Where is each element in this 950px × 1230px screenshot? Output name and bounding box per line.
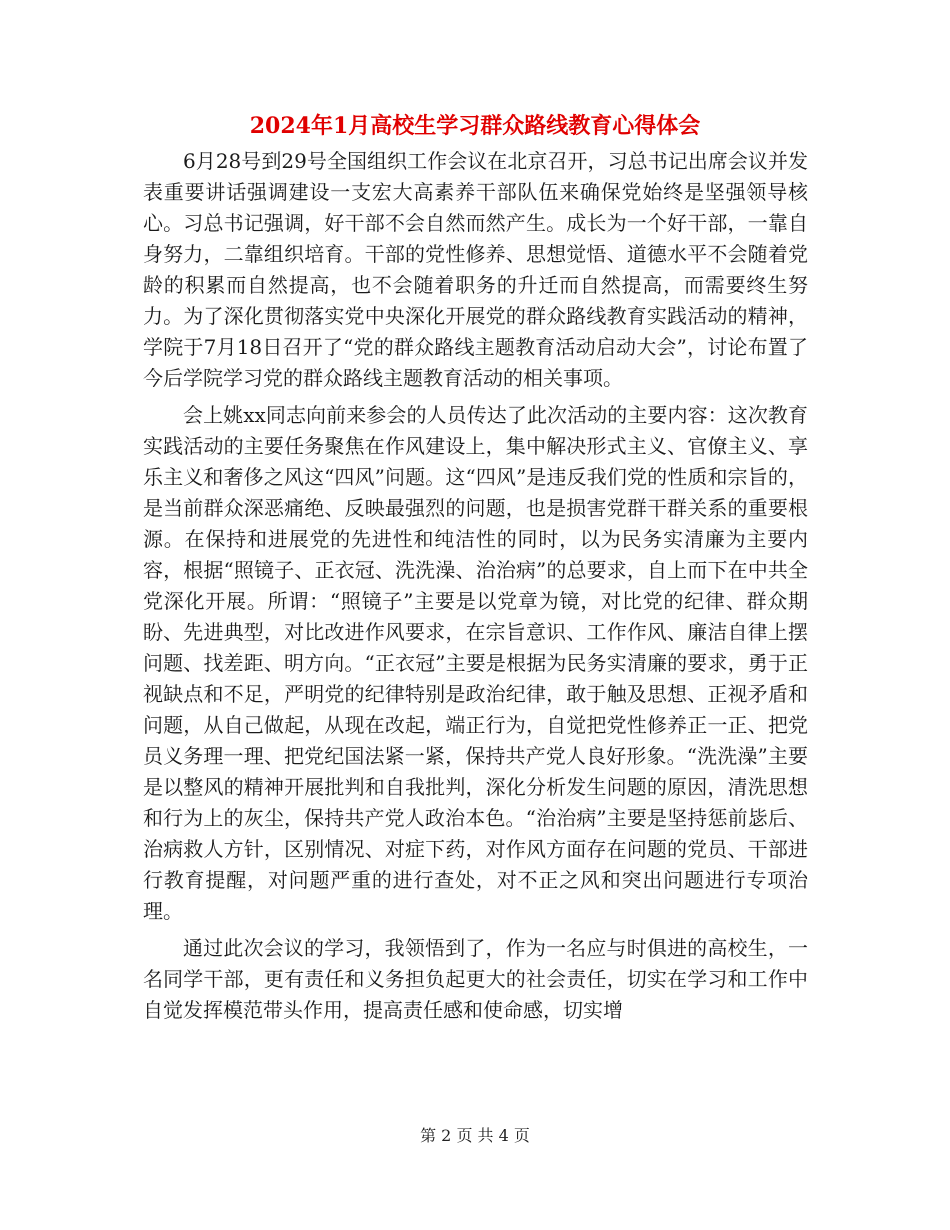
document-title: 2024年1月高校生学习群众路线教育心得体会 xyxy=(249,113,701,139)
paragraph-3: 通过此次会议的学习，我领悟到了，作为一名应与时俱进的高校生，一名同学干部，更有责任和义务担负起更大的社会责任，切实在学习和工作中自觉发挥模范带头作用，提高责任感和使命感，切实增 xyxy=(143,936,808,1022)
paragraph-2: 会上姚xx同志向前来参会的人员传达了此次活动的主要内容：这次教育实践活动的主要任务聚焦在作风建设上，集中解决形式主义、官僚主义、享乐主义和奢侈之风这“四风”问题。这“四风”是违反我们党的性质和宗旨的，是当前群众深恶痛绝、反映最强烈的问题，也是损害党群干群关系的重要根源。在保持和进展党的先进性和纯洁性的同时，以为民务实清廉为主要内容，根据“照镜子、正衣冠、洗洗澡、治治病”的总要求，自上而下在中共全党深化开展。所谓：“照镜子”主要是以党章为镜，对比党的纪律、群众期盼、先进典型，对比改进作风要求，在宗旨意识、工作作风、廉洁自律上摆问题、找差距、明方向。“正衣冠”主要是根据为民务实清廉的要求，勇于正视缺点和不足，严明党的纪律特别是政治纪律，敢于触及思想、正视矛盾和问题，从自己做起，从现在改起，端正行为，自觉把党性修养正一正、把党员义务理一理、把党纪国法紧一紧，保持共产党人良好形象。“洗洗澡”主要是以整风的精神开展批判和自我批判，深化分析发生问题的原因，清洗思想和行为上的灰尘，保持共产党人政治本色。“治治病”主要是坚持惩前毖后、治病救人方针，区别情况、对症下药，对作风方面存在问题的党员、干部进行教育提醒，对问题严重的进行查处，对不正之风和突出问题进行专项治理。 xyxy=(143,403,808,923)
page-number-footer: 第 2 页 共 4 页 xyxy=(420,1126,530,1145)
paragraph-1: 6月28号到29号全国组织工作会议在北京召开，习总书记出席会议并发表重要讲话强调建设一支宏大高素养干部队伍来确保党始终是坚强领导核心。习总书记强调，好干部不会自然而然产生。成长为一个好干部，一靠自身努力，二靠组织培育。干部的党性修养、思想觉悟、道德水平不会随着党龄的积累而自然提高，也不会随着职务的升迁而自然提高，而需要终生努力。为了深化贯彻落实党中央深化开展党的群众路线教育实践活动的精神，学院于7月18日召开了“党的群众路线主题教育活动启动大会”，讨论布置了今后学院学习党的群众路线主题教育活动的相关事项。 xyxy=(143,149,808,390)
document-body xyxy=(143,146,808,1032)
